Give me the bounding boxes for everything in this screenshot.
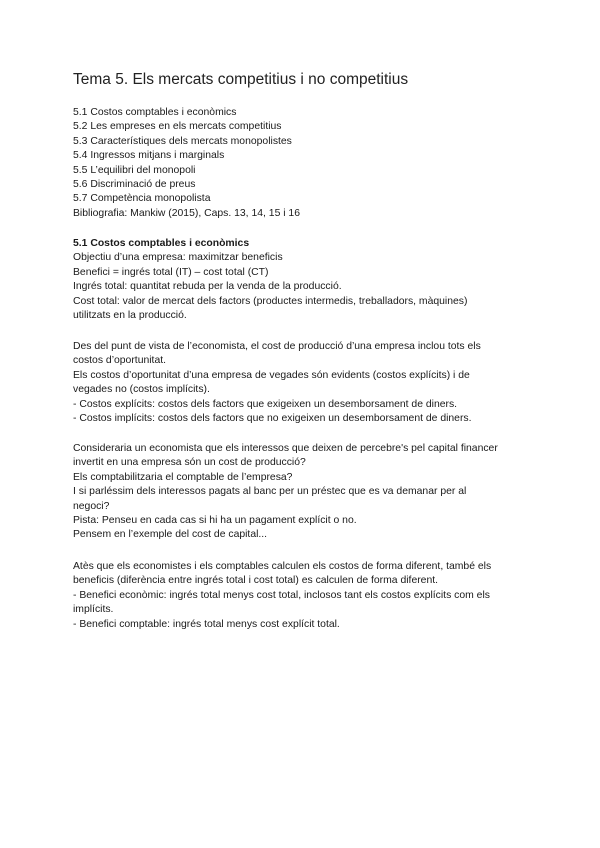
text-line: I si parléssim dels interessos pagats al banc per un préstec que es va demanar per al	[73, 486, 467, 498]
paragraph-questions	[73, 442, 533, 543]
page-title: Tema 5. Els mercats competitius i no competitius	[73, 71, 409, 88]
text-line: Pensem en l’exemple del cost de capital...	[73, 529, 268, 541]
text-line: Atès que els economistes i els comptables calculen els costos de forma diferent, també els	[73, 561, 492, 572]
bibliography-line: Bibliografia: Mankiw (2015), Caps. 13, 14, 15 i 16	[73, 207, 300, 219]
text-line: Cost total: valor de mercat dels factors (productes intermedis, treballadors, màquines)	[73, 295, 468, 307]
text-line: Els costos d’oportunitat d’una empresa de vegades són evidents (costos explícits) i de	[73, 369, 470, 381]
text-line: negoci?	[73, 500, 110, 512]
toc-item: 5.4 Ingressos mitjans i marginals	[73, 150, 225, 162]
text-line: invertit en una empresa són un cost de producció?	[73, 457, 306, 469]
toc-item: 5.7 Competència monopolista	[73, 193, 211, 205]
text-line: beneficis (diferència entre ingrés total i cost total) es calculen de forma diferent.	[73, 575, 439, 587]
paragraph-opportunity-costs	[73, 340, 533, 426]
text-line: Ingrés total: quantitat rebuda per la venda de la producció.	[73, 281, 342, 293]
paragraph-profit-types	[73, 560, 533, 632]
toc-item: 5.6 Discriminació de preus	[73, 179, 196, 191]
text-line: vegades no (costos implícits).	[73, 384, 210, 396]
table-of-contents	[73, 106, 533, 221]
toc-item: 5.3 Característiques dels mercats monopolistes	[73, 135, 292, 147]
text-line: - Costos explícits: costos dels factors que exigeixen un desemborsament de diners.	[73, 398, 458, 410]
toc-item: 5.5 L’equilibri del monopoli	[73, 164, 196, 176]
text-line: Consideraria un economista que els interessos que deixen de percebre's pel capital financer	[73, 443, 498, 454]
text-line: Benefici = ingrés total (IT) – cost total (CT)	[73, 266, 269, 278]
text-line: costos d’oportunitat.	[73, 355, 166, 367]
toc-item: 5.2 Les empreses en els mercats competitius	[73, 121, 282, 133]
text-line: Pista: Penseu en cada cas si hi ha un pagament explícit o no.	[73, 515, 357, 527]
toc-item: 5.1 Costos comptables i econòmics	[73, 107, 237, 118]
section-1	[73, 237, 533, 323]
section-heading: 5.1 Costos comptables i econòmics	[73, 238, 250, 249]
text-line: Els comptabilitzaria el comptable de l’empresa?	[73, 471, 293, 483]
text-line: - Benefici econòmic: ingrés total menys cost total, inclosos tant els costos explícits com els	[73, 589, 490, 601]
text-line: - Benefici comptable: ingrés total menys cost explícit total.	[73, 618, 340, 630]
text-line: utilitzats en la producció.	[73, 310, 187, 322]
text-line: Objectiu d’una empresa: maximitzar beneficis	[73, 252, 283, 264]
text-line: Des del punt de vista de l’economista, el cost de producció d’una empresa inclou tots els	[73, 341, 481, 352]
text-line: implícits.	[73, 604, 114, 616]
text-line: - Costos implícits: costos dels factors que no exigeixen un desemborsament de diners.	[73, 413, 472, 425]
